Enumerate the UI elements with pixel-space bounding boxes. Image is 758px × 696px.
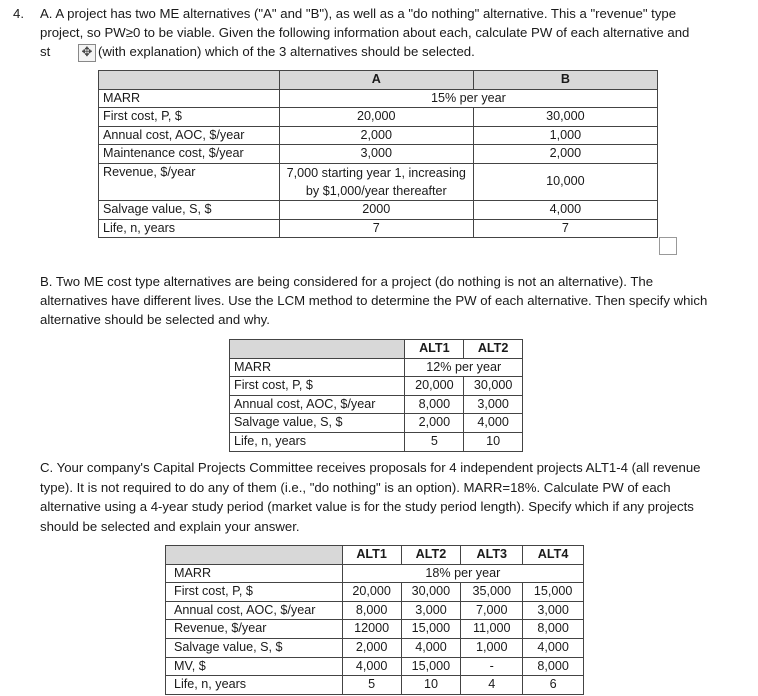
table-a-header-b: B (560, 72, 570, 86)
table-c-cell: 8,000 (537, 621, 569, 636)
table-c-cell: 4 (461, 676, 523, 695)
table-b-row-label: First cost, P, $ (230, 377, 405, 396)
table-b-cell: 2,000 (405, 414, 464, 433)
part-b-line-1: B. Two ME cost type alternatives are being considered for a project (do nothing is not an alternative). The (40, 274, 654, 289)
table-a-cell: 30,000 (546, 109, 585, 124)
table-b-row-label: Life, n, years (230, 432, 405, 451)
table-b (229, 339, 523, 452)
table-a-row-label: Salvage value, S, $ (99, 200, 280, 219)
table-move-handle-icon[interactable]: ✥ (78, 44, 96, 62)
table-b-cell: 4,000 (477, 415, 509, 430)
table-c-row-label: Salvage value, S, $ (166, 638, 343, 657)
table-c-cell: 8,000 (537, 658, 569, 673)
table-a-revenue-cell (279, 163, 473, 200)
table-b-cell: 3,000 (477, 396, 509, 411)
part-a-line-1: A. A project has two ME alternatives ("A" and "B"), as well as a "do nothing" alternative. This a "revenue" type (40, 6, 677, 21)
table-c-cell: 5 (342, 676, 401, 695)
table-b-header-blank (230, 340, 405, 359)
table-c-cell: 8,000 (342, 601, 401, 620)
table-c-header-alt4: ALT4 (537, 547, 569, 561)
table-c-row-label: Annual cost, AOC, $/year (166, 601, 343, 620)
table-c-header-alt2: ALT2 (401, 546, 461, 565)
table-c-cell: 1,000 (461, 638, 523, 657)
table-b-cell: 20,000 (405, 377, 464, 396)
part-c-line-3: alternative using a 4-year study period (market value is for the study period length). Specify which if any projects (40, 499, 694, 514)
part-a-line-3: (with explanation) which of the 3 alternatives should be selected. (98, 44, 475, 59)
part-c-line-1: C. Your company's Capital Projects Committee receives proposals for 4 independent projects ALT1-4 (all revenue (40, 460, 701, 475)
table-a-row-label: Maintenance cost, $/year (99, 145, 280, 164)
table-b-marr-label: MARR (230, 358, 405, 377)
table-a-header-blank (99, 71, 280, 90)
table-a-revenue-line-2: by $1,000/year thereafter (305, 183, 447, 198)
table-c-cell: 30,000 (401, 583, 461, 602)
table-c-row-label: Revenue, $/year (166, 620, 343, 639)
table-c-cell: 4,000 (537, 639, 569, 654)
table-a-revenue-line-1: 7,000 starting year 1, increasing (286, 165, 466, 180)
table-c-cell: 4,000 (342, 657, 401, 676)
table-c-cell: 15,000 (401, 657, 461, 676)
table-a-header-a: A (279, 71, 473, 90)
table-c-cell: 15,000 (401, 620, 461, 639)
table-a-cell: 4,000 (549, 201, 582, 216)
table-a-cell: 2000 (279, 200, 473, 219)
part-c-line-2: type). It is not required to do any of them (i.e., "do nothing" is an option). MARR=18%. Calculate PW of each (40, 480, 671, 495)
table-b-header-alt1: ALT1 (405, 340, 464, 359)
table-a-cell: 1,000 (549, 127, 582, 142)
table-c-row-label: MV, $ (166, 657, 343, 676)
table-c-cell: - (461, 657, 523, 676)
table-a-cell: 3,000 (279, 145, 473, 164)
table-b-cell: 8,000 (405, 395, 464, 414)
table-a-row-label: Revenue, $/year (99, 163, 280, 200)
table-c-cell: 6 (549, 677, 557, 692)
table-c-row-label: First cost, P, $ (166, 583, 343, 602)
table-a-cell: 20,000 (279, 108, 473, 127)
table-a-row-label: Life, n, years (99, 219, 280, 238)
table-c-cell: 12000 (342, 620, 401, 639)
part-a-line-3-prefix: st (40, 44, 51, 59)
part-b-line-3: alternative should be selected and why. (40, 312, 270, 327)
table-c-cell: 20,000 (342, 583, 401, 602)
table-resize-handle[interactable] (659, 237, 677, 255)
table-c-cell: 4,000 (401, 638, 461, 657)
table-c-cell: 35,000 (461, 583, 523, 602)
table-c-cell: 3,000 (537, 602, 569, 617)
table-c-cell: 11,000 (461, 620, 523, 639)
table-c-cell: 2,000 (342, 638, 401, 657)
table-b-marr-value: 12% per year (426, 359, 502, 374)
table-a-cell: 7 (561, 220, 569, 235)
table-a-marr-label: MARR (99, 89, 280, 108)
table-b-cell: 10 (486, 433, 501, 448)
table-c-cell: 10 (401, 676, 461, 695)
table-c-cell: 7,000 (461, 601, 523, 620)
table-c (165, 545, 584, 695)
table-c-header-alt3: ALT3 (461, 546, 523, 565)
question-number: 4. (13, 6, 24, 21)
table-b-cell: 30,000 (473, 378, 513, 393)
table-c-header-blank (166, 546, 343, 565)
part-a-line-2: project, so PW≥0 to be viable. Given the following information about each, calculate PW of each alternative and (40, 25, 690, 40)
table-a-row-label: First cost, P, $ (99, 108, 280, 127)
table-b-row-label: Salvage value, S, $ (230, 414, 405, 433)
part-b-line-2: alternatives have different lives. Use the LCM method to determine the PW of each alternative. Then specify which (40, 293, 708, 308)
table-a-cell: 2,000 (549, 146, 582, 161)
table-a-marr-value: 15% per year (430, 90, 506, 105)
table-c-cell: 3,000 (401, 601, 461, 620)
table-a-row-label: Annual cost, AOC, $/year (99, 126, 280, 145)
table-b-row-label: Annual cost, AOC, $/year (230, 395, 405, 414)
table-c-marr-label: MARR (166, 564, 343, 583)
table-a-cell: 7 (279, 219, 473, 238)
table-b-header-alt2: ALT2 (477, 341, 509, 355)
table-c-cell: 15,000 (533, 584, 573, 599)
table-c-row-label: Life, n, years (166, 676, 343, 695)
table-a (98, 70, 658, 238)
table-a-cell: 2,000 (279, 126, 473, 145)
part-c-line-4: should be selected and explain your answer. (40, 519, 300, 534)
table-a-cell: 10,000 (546, 174, 585, 189)
table-c-marr-value: 18% per year (425, 565, 501, 580)
table-b-cell: 5 (405, 432, 464, 451)
table-c-header-alt1: ALT1 (342, 546, 401, 565)
